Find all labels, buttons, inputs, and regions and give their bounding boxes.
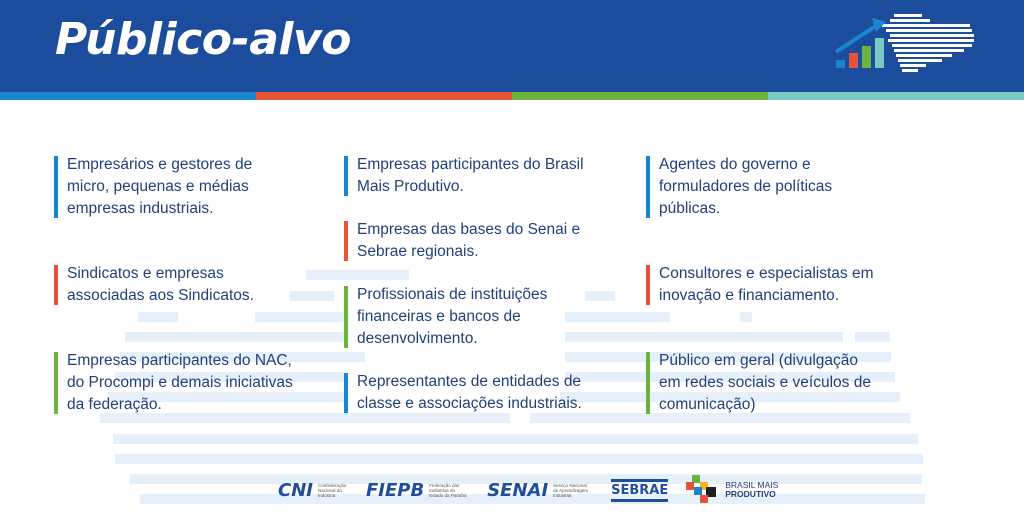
audience-item-brasil-mais [344, 154, 599, 198]
header-banner [0, 0, 1024, 92]
audience-item-consultores [646, 263, 886, 307]
audience-item-empresarios [54, 154, 284, 220]
accent-bar [646, 156, 650, 218]
brasil-mais-produtivo-logo: BRASIL MAIS PRODUTIVO [686, 475, 778, 505]
page-title: Público-alvo [55, 14, 351, 65]
audience-item-text: Empresas das bases do Senai e Sebrae regionais. [357, 221, 581, 260]
audience-item-text: Profissionais de instituições financeiras e bancos de desenvolvimento. [357, 286, 548, 347]
audience-item-nac [54, 350, 294, 416]
brasil-mais-produtivo-growth-icon [832, 10, 977, 76]
accent-bar [54, 156, 58, 218]
audience-item-senai-sebrae [344, 219, 589, 263]
audience-item-text: Público em geral (divulgação em redes sociais e veículos de comunicação) [659, 352, 871, 413]
audience-item-text: Empresas participantes do Brasil Mais Produtivo. [357, 156, 584, 195]
accent-bar [344, 221, 348, 261]
cni-logo: CNI Confederação Nacional da Indústria [278, 479, 347, 501]
accent-bar [344, 373, 348, 413]
audience-item-publico-geral [646, 350, 871, 416]
audience-item-agentes-governo [646, 154, 856, 220]
audience-item-text: Agentes do governo e formuladores de políticas públicas. [659, 156, 833, 217]
accent-bar [54, 265, 58, 305]
senai-logo: SENAI Serviço Nacional de Aprendizagem Industrial [487, 479, 589, 501]
color-stripes [0, 92, 1024, 100]
audience-item-sindicatos [54, 263, 284, 307]
accent-bar [646, 265, 650, 305]
sebrae-logo: SEBRAE [611, 479, 668, 502]
colored-squares-icon [686, 475, 720, 505]
partner-logos [278, 470, 778, 510]
audience-item-profissionais [344, 284, 564, 350]
audience-item-text: Representantes de entidades de classe e associações industriais. [357, 373, 582, 412]
fiepb-logo: FIEPB Federação das Indústrias do Estado da Paraíba [365, 479, 467, 501]
audience-item-text: Empresários e gestores de micro, pequenas e médias empresas industriais. [67, 156, 253, 217]
accent-bar [646, 352, 650, 414]
audience-item-text: Sindicatos e empresas associadas aos Sindicatos. [67, 265, 254, 304]
audience-item-text: Consultores e especialistas em inovação e financiamento. [659, 265, 874, 304]
accent-bar [344, 286, 348, 348]
audience-item-text: Empresas participantes do NAC, do Procompi e demais iniciativas da federação. [67, 352, 293, 413]
accent-bar [54, 352, 58, 414]
audience-item-representantes [344, 371, 604, 415]
accent-bar [344, 156, 348, 196]
